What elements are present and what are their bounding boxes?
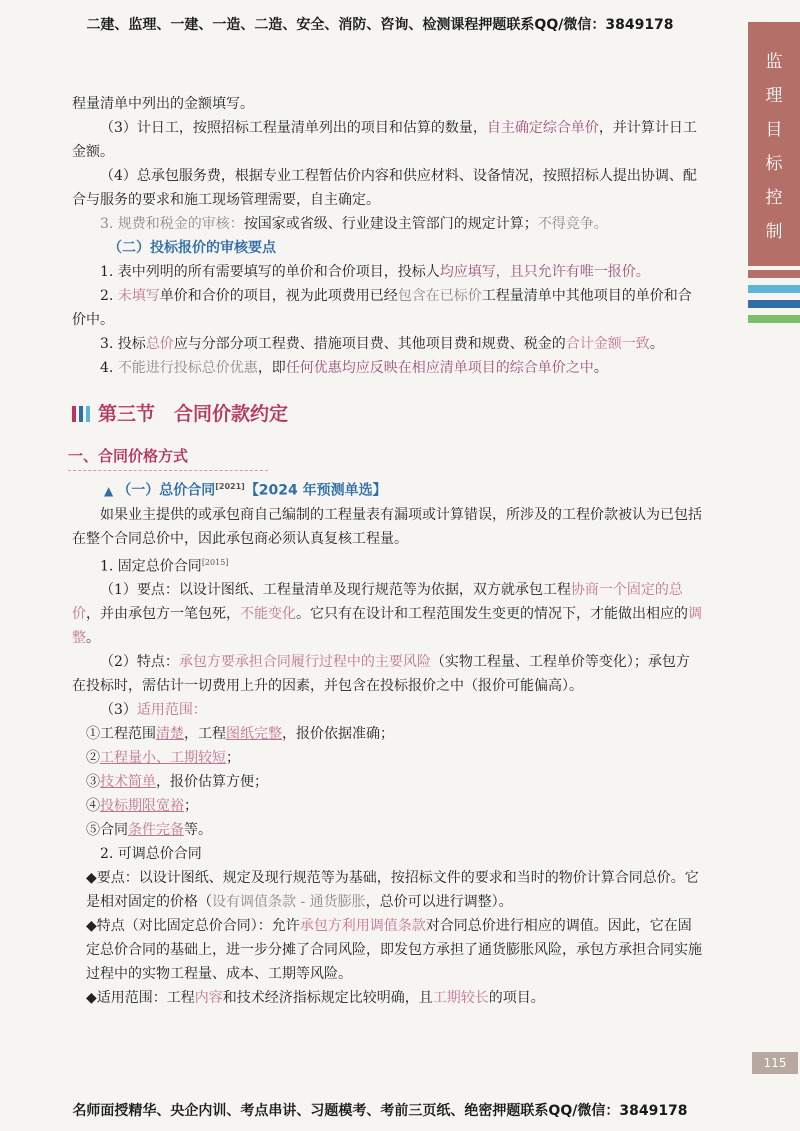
text-paragraph: （4）总承包服务费，根据专业工程暂估价内容和供应材料、设备情况，按照招标人提出协调、配合与服务的要求和施工现场管理需要，自主确定。 [72,168,697,208]
list-item: ②工程量小、工期较短； [86,750,240,767]
section-bars-icon [72,406,90,422]
text-paragraph: ◆适用范围：工程内容和技术经济指标规定比较明确，且工期较长的项目。 [86,990,545,1007]
text-paragraph: 2. 未填写单价和合价的项目，视为此项费用已经包含在已标价工程量清单中其他项目的单价和合价中。 [72,288,692,328]
chapter-side-tab [748,22,800,266]
side-tab-char: 标 [765,153,783,174]
text-paragraph: 4. 不能进行投标总价优惠，即任何优惠均应反映在相应清单项目的综合单价之中。 [100,360,608,376]
list-item: ④投标期限宽裕； [86,798,198,815]
page-number: 115 [752,1052,798,1074]
text-paragraph: ◆特点（对比固定总价合同）：允许承包方利用调值条款对合同总价进行相应的调值。因此，它在固定总价合同的基础上，进一步分摊了合同风险，即发包方承担了通货膨胀风险，承包方承担合同实施过程中的实物工程量、成本、工期等风险。 [86,918,702,983]
triangle-icon: ▲ [104,483,114,498]
side-tab-char: 理 [765,85,783,106]
list-item: ⑤合同条件完备等。 [86,822,212,839]
side-tab-char: 控 [765,187,783,208]
page-content [68,92,702,1010]
text-line: 2. 可调总价合同 [100,846,202,863]
text-line: 程量清单中列出的金额填写。 [72,96,254,112]
text-paragraph: （2）特点：承包方要承担合同履行过程中的主要风险（实物工程量、工程单价等变化）；承包方在投标时，需估计一切费用上升的因素，并包含在投标报价之中（报价可能偏高）。 [72,654,690,695]
decor-stripe [748,270,800,278]
text-paragraph: （1）要点：以设计图纸、工程量清单及现行规范等为依据，双方就承包工程协商一个固定的总价，并由承包方一笔包死，不能变化。它只有在设计和工程范围发生变更的情况下，才能做出相应的调整。 [72,582,702,647]
decor-stripe [748,285,800,293]
text-paragraph: 3. 规费和税金的审核：按国家或省级、行业建设主管部门的规定计算；不得竞争。 [100,216,608,232]
text-paragraph: 3. 投标总价应与分部分项工程费、措施项目费、其他项目费和规费、税金的合计金额一致。 [100,336,664,352]
section-title: 第三节 合同价款约定 [72,402,702,426]
list-item: ①工程范围清楚，工程图纸完整，报价依据准确； [86,726,394,743]
side-tab-char: 监 [765,51,783,72]
side-tab-char: 制 [765,221,783,242]
subheading-lump-sum: ▲ （一）总价合同[2021]【2024 年预测单选】 [104,482,387,499]
text-paragraph: 如果业主提供的或承包商自己编制的工程量表有漏项或计算错误，所涉及的工程价款被认为已包括在整个合同总价中，因此承包商必须认真复核工程量。 [72,506,702,547]
text-paragraph: ◆要点：以设计图纸、规定及现行规范等为基础，按招标文件的要求和当时的物价计算合同总价。它是相对固定的价格（设有调值条款 - 通货膨胀，总价可以进行调整）。 [86,870,699,911]
footer-banner: 名师面授精华、央企内训、考点串讲、习题模考、考前三页纸、绝密押题联系QQ/微信：3849178 [72,1103,688,1119]
sub-heading: （二）投标报价的审核要点 [108,240,276,256]
text-paragraph: 1. 表中列明的所有需要填写的单价和合价项目，投标人均应填写，且只允许有唯一报价。 [100,264,650,280]
list-item: ③技术简单，报价估算方便； [86,774,268,791]
text-paragraph: （3）计日工，按照招标工程量清单列出的项目和估算的数量，自主确定综合单价，并计算计日工金额。 [72,120,697,160]
decor-stripe [748,315,800,323]
decor-stripe [748,300,800,308]
heading-contract-price-methods: 一、合同价格方式 [68,444,268,471]
header-banner: 二建、监理、一建、一造、二造、安全、消防、咨询、检测课程押题联系QQ/微信：3849178 [86,17,674,33]
text-line: （3）适用范围： [100,702,207,719]
side-tab-char: 目 [765,119,783,140]
text-line: 1. 固定总价合同[2015] [100,557,229,575]
